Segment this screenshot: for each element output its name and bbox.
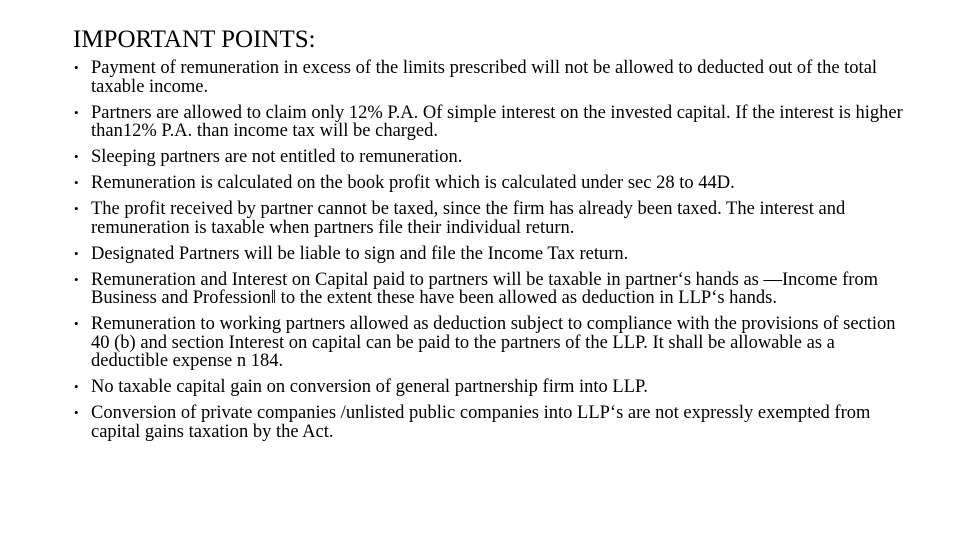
point-item — [73, 271, 903, 308]
point-item — [73, 378, 903, 397]
point-text: Designated Partners will be liable to sign and file the Income Tax return. — [91, 243, 629, 264]
point-text: Partners are allowed to claim only 12% P.A. Of simple interest on the invested capital. If the interest is higher than12% P.A. than income tax will be charged. — [91, 102, 903, 141]
point-text: Remuneration is calculated on the book profit which is calculated under sec 28 to 44D. — [91, 173, 735, 193]
point-item — [73, 245, 903, 264]
bullet-icon: • — [74, 60, 79, 75]
bullet-icon: • — [74, 405, 79, 420]
point-text: Conversion of private companies /unlisted public companies into LLP‘s are not expressly exempted from capital gains taxation by the Act. — [91, 403, 871, 442]
bullet-icon: • — [74, 316, 79, 331]
point-text: Remuneration and Interest on Capital paid to partners will be taxable in partner‘s hands as ―Income from Business and Profession‖ to the extent these have been allowed as deduction in LLP‘s hands. — [91, 269, 879, 308]
bullet-icon: • — [74, 149, 79, 164]
point-item — [73, 148, 903, 167]
point-text: Payment of remuneration in excess of the limits prescribed will not be allowed to deducted out of the total taxable income. — [91, 58, 878, 97]
bullet-icon: • — [74, 271, 79, 287]
bullet-icon: • — [74, 175, 79, 190]
point-text: The profit received by partner cannot be taxed, since the firm has already been taxed. The interest and remuneration is taxable when partners file their individual return. — [91, 199, 846, 238]
bullet-icon: • — [74, 379, 79, 394]
bullet-icon: • — [74, 201, 79, 216]
bullet-icon: • — [74, 104, 79, 120]
important-points-list — [73, 56, 903, 441]
point-item — [73, 104, 903, 141]
point-item — [73, 174, 903, 193]
point-text: Remuneration to working partners allowed as deduction subject to compliance with the provisions of section 40 (b) and section Interest on capital can be paid to the partners of the LLP. It shall be allowable as a deductible expense n 184. — [91, 314, 896, 371]
slide-title: IMPORTANT POINTS: — [73, 26, 316, 53]
point-item — [73, 315, 903, 371]
point-text: Sleeping partners are not entitled to remuneration. — [91, 147, 463, 167]
point-item — [73, 200, 903, 237]
point-text: No taxable capital gain on conversion of general partnership firm into LLP. — [91, 377, 648, 397]
point-item — [73, 59, 903, 96]
point-item — [73, 404, 903, 441]
bullet-icon: • — [74, 245, 79, 261]
